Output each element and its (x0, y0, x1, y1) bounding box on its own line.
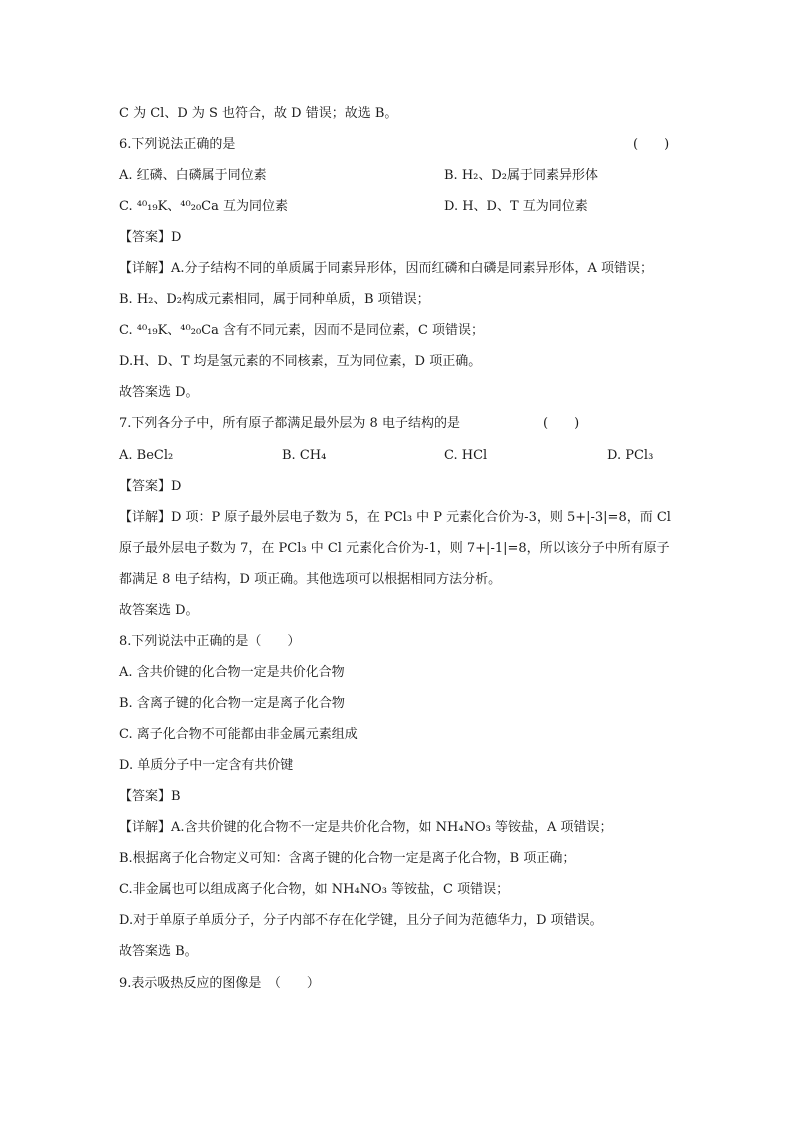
explanation-line: D.H、D、T 均是氢元素的不同核素，互为同位素，D 项正确。 (119, 354, 482, 369)
option-a: A. BeCl₂ (119, 448, 174, 463)
answer-label: 【答案】D (119, 479, 182, 494)
option-b: B. H₂、D₂属于同素异形体 (444, 168, 599, 183)
explanation-line: 【详解】A.分子结构不同的单质属于同素异形体，因而红磷和白磷是同素异形体，A 项错误； (119, 261, 654, 276)
option-c: C. ⁴⁰₁₉K、⁴⁰₂₀Ca 互为同位素 (119, 199, 288, 214)
option-d: D. H、D、T 互为同位素 (444, 199, 588, 214)
explanation-line: D.对于单原子单质分子，分子内部不存在化学键，且分子间为范德华力，D 项错误。 (119, 913, 603, 928)
option-b: B. 含离子键的化合物一定是离子化合物 (119, 696, 345, 711)
explanation-line: 原子最外层电子数为 7，在 PCl₃ 中 Cl 元素化合价为-1，则 7+|-1|=8，所以该分子中所有原子 (119, 541, 670, 556)
explanation-line: C.非金属也可以组成离子化合物，如 NH₄NO₃ 等铵盐，C 项错误； (119, 882, 510, 897)
option-b: B. CH₄ (282, 448, 327, 463)
answer-label: 【答案】D (119, 230, 182, 245)
explanation-line: C. ⁴⁰₁₉K、⁴⁰₂₀Ca 含有不同元素，因而不是同位素，C 项错误； (119, 323, 485, 338)
explanation-line: B.根据离子化合物定义可知：含离子键的化合物一定是离子化合物，B 项正确； (119, 851, 576, 866)
answer-label: 【答案】B (119, 789, 181, 804)
question-8-stem: 8.下列说法中正确的是（ ） (119, 634, 301, 649)
explanation-line: 故答案选 D。 (119, 603, 199, 618)
explanation-line: B. H₂、D₂构成元素相同，属于同种单质，B 项错误； (119, 292, 430, 307)
option-a: A. 含共价键的化合物一定是共价化合物 (119, 665, 345, 680)
explanation-line: 【详解】A.含共价键的化合物不一定是共价化合物，如 NH₄NO₃ 等铵盐，A 项错误； (119, 820, 613, 835)
option-c: C. HCl (444, 448, 488, 463)
option-c: C. 离子化合物不可能都由非金属元素组成 (119, 727, 358, 742)
answer-blank: ( ) (633, 137, 670, 152)
answer-blank: ( ) (543, 416, 580, 431)
text-line: C 为 Cl、D 为 S 也符合，故 D 错误；故选 B。 (119, 106, 398, 121)
question-7-stem: 7.下列各分子中，所有原子都满足最外层为 8 电子结构的是 (119, 416, 460, 431)
explanation-line: 故答案选 B。 (119, 944, 198, 959)
option-d: D. 单质分子中一定含有共价键 (119, 758, 294, 773)
option-a: A. 红磷、白磷属于同位素 (119, 168, 267, 183)
explanation-line: 故答案选 D。 (119, 385, 199, 400)
explanation-line: 【详解】D 项：P 原子最外层电子数为 5，在 PCl₃ 中 P 元素化合价为-3，则 5+|-3|=8，而 Cl (119, 510, 671, 525)
explanation-line: 都满足 8 电子结构，D 项正确。其他选项可以根据相同方法分析。 (119, 572, 502, 587)
question-9-stem: 9.表示吸热反应的图像是 （ ） (119, 976, 320, 991)
question-6-stem: 6.下列说法正确的是 (119, 137, 236, 152)
option-d: D. PCl₃ (607, 448, 654, 463)
